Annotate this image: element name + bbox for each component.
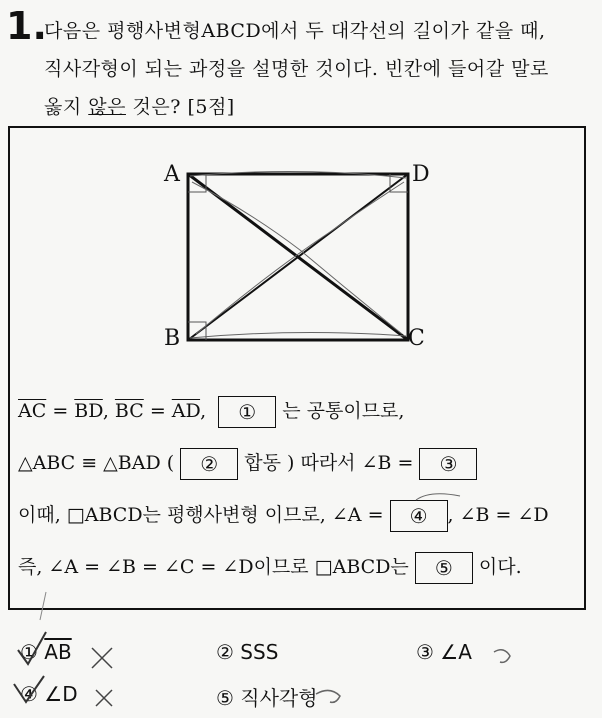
proof-line-3 bbox=[18, 500, 549, 532]
blank-2: ② bbox=[180, 448, 238, 480]
label-a: A bbox=[164, 162, 180, 187]
question-line-2: 직사각형이 되는 과정을 설명한 것이다. 빈칸에 들어갈 말로 bbox=[44, 58, 549, 80]
choice-number: ④ bbox=[20, 682, 38, 706]
choice-text: ∠D bbox=[44, 682, 78, 706]
choice-3[interactable] bbox=[416, 640, 472, 664]
choice-number: ⑤ bbox=[216, 686, 234, 710]
emphasis-word: 않은 bbox=[88, 96, 126, 118]
question-line-1: 다음은 평행사변형ABCD에서 두 대각선의 길이가 같을 때, bbox=[44, 20, 546, 42]
label-d: D bbox=[412, 162, 430, 187]
blank-4: ④ bbox=[390, 500, 448, 532]
proof-text: 이때, □ABCD는 평행사변형 이므로, ∠A = bbox=[18, 504, 384, 526]
proof-line-1 bbox=[18, 396, 404, 428]
proof-text: 합동 ) 따라서 ∠B = bbox=[244, 452, 414, 474]
question-number: 1. bbox=[6, 4, 47, 48]
blank-5: ⑤ bbox=[415, 552, 473, 584]
question-text-tail: 것은? [5점] bbox=[125, 96, 235, 118]
cross-mark bbox=[96, 690, 112, 706]
pencil-squiggle bbox=[494, 650, 510, 663]
label-c: C bbox=[408, 326, 425, 351]
proof-line-4 bbox=[18, 552, 522, 584]
choice-number: ③ bbox=[416, 640, 434, 664]
proof-text: 는 공통이므로, bbox=[282, 400, 405, 422]
choice-number: ① bbox=[20, 640, 38, 664]
segment-bd: $\overline{BD}$ bbox=[74, 400, 103, 422]
equals-sign: = bbox=[149, 400, 166, 422]
blank-3: ③ bbox=[419, 448, 477, 480]
segment-bc: $\overline{BC}$ bbox=[114, 400, 144, 422]
question-line-3 bbox=[44, 92, 235, 119]
choice-number: ② bbox=[216, 640, 234, 664]
proof-line-2 bbox=[18, 448, 477, 480]
choice-text: SSS bbox=[240, 640, 279, 664]
choice-text: ∠A bbox=[440, 640, 472, 664]
choice-text: $\overline{AB}$ bbox=[44, 640, 72, 664]
choice-4[interactable] bbox=[20, 682, 78, 706]
choice-2[interactable] bbox=[216, 640, 278, 664]
cross-mark bbox=[92, 648, 112, 668]
question-text: 옳지 bbox=[44, 96, 89, 118]
label-b: B bbox=[164, 326, 181, 351]
pencil-squiggle bbox=[316, 690, 340, 702]
choice-5[interactable] bbox=[216, 682, 318, 711]
segment-ad: $\overline{AD}$ bbox=[171, 400, 201, 422]
proof-text-tail: , ∠B = ∠D bbox=[447, 504, 549, 526]
congruence-text: △ABC ≡ △BAD ( bbox=[18, 452, 175, 474]
choice-text: 직사각형 bbox=[240, 686, 318, 710]
rectangle-figure bbox=[150, 152, 450, 372]
segment-ac: $\overline{AC}$ bbox=[18, 400, 47, 422]
blank-1: ① bbox=[218, 396, 276, 428]
proof-text: 즉, ∠A = ∠B = ∠C = ∠D이므로 □ABCD는 bbox=[18, 556, 409, 578]
choice-1[interactable] bbox=[20, 640, 72, 664]
separator: , bbox=[200, 400, 207, 422]
proof-text-tail: 이다. bbox=[478, 556, 522, 578]
equals-sign: = bbox=[52, 400, 69, 422]
separator: , bbox=[102, 400, 109, 422]
